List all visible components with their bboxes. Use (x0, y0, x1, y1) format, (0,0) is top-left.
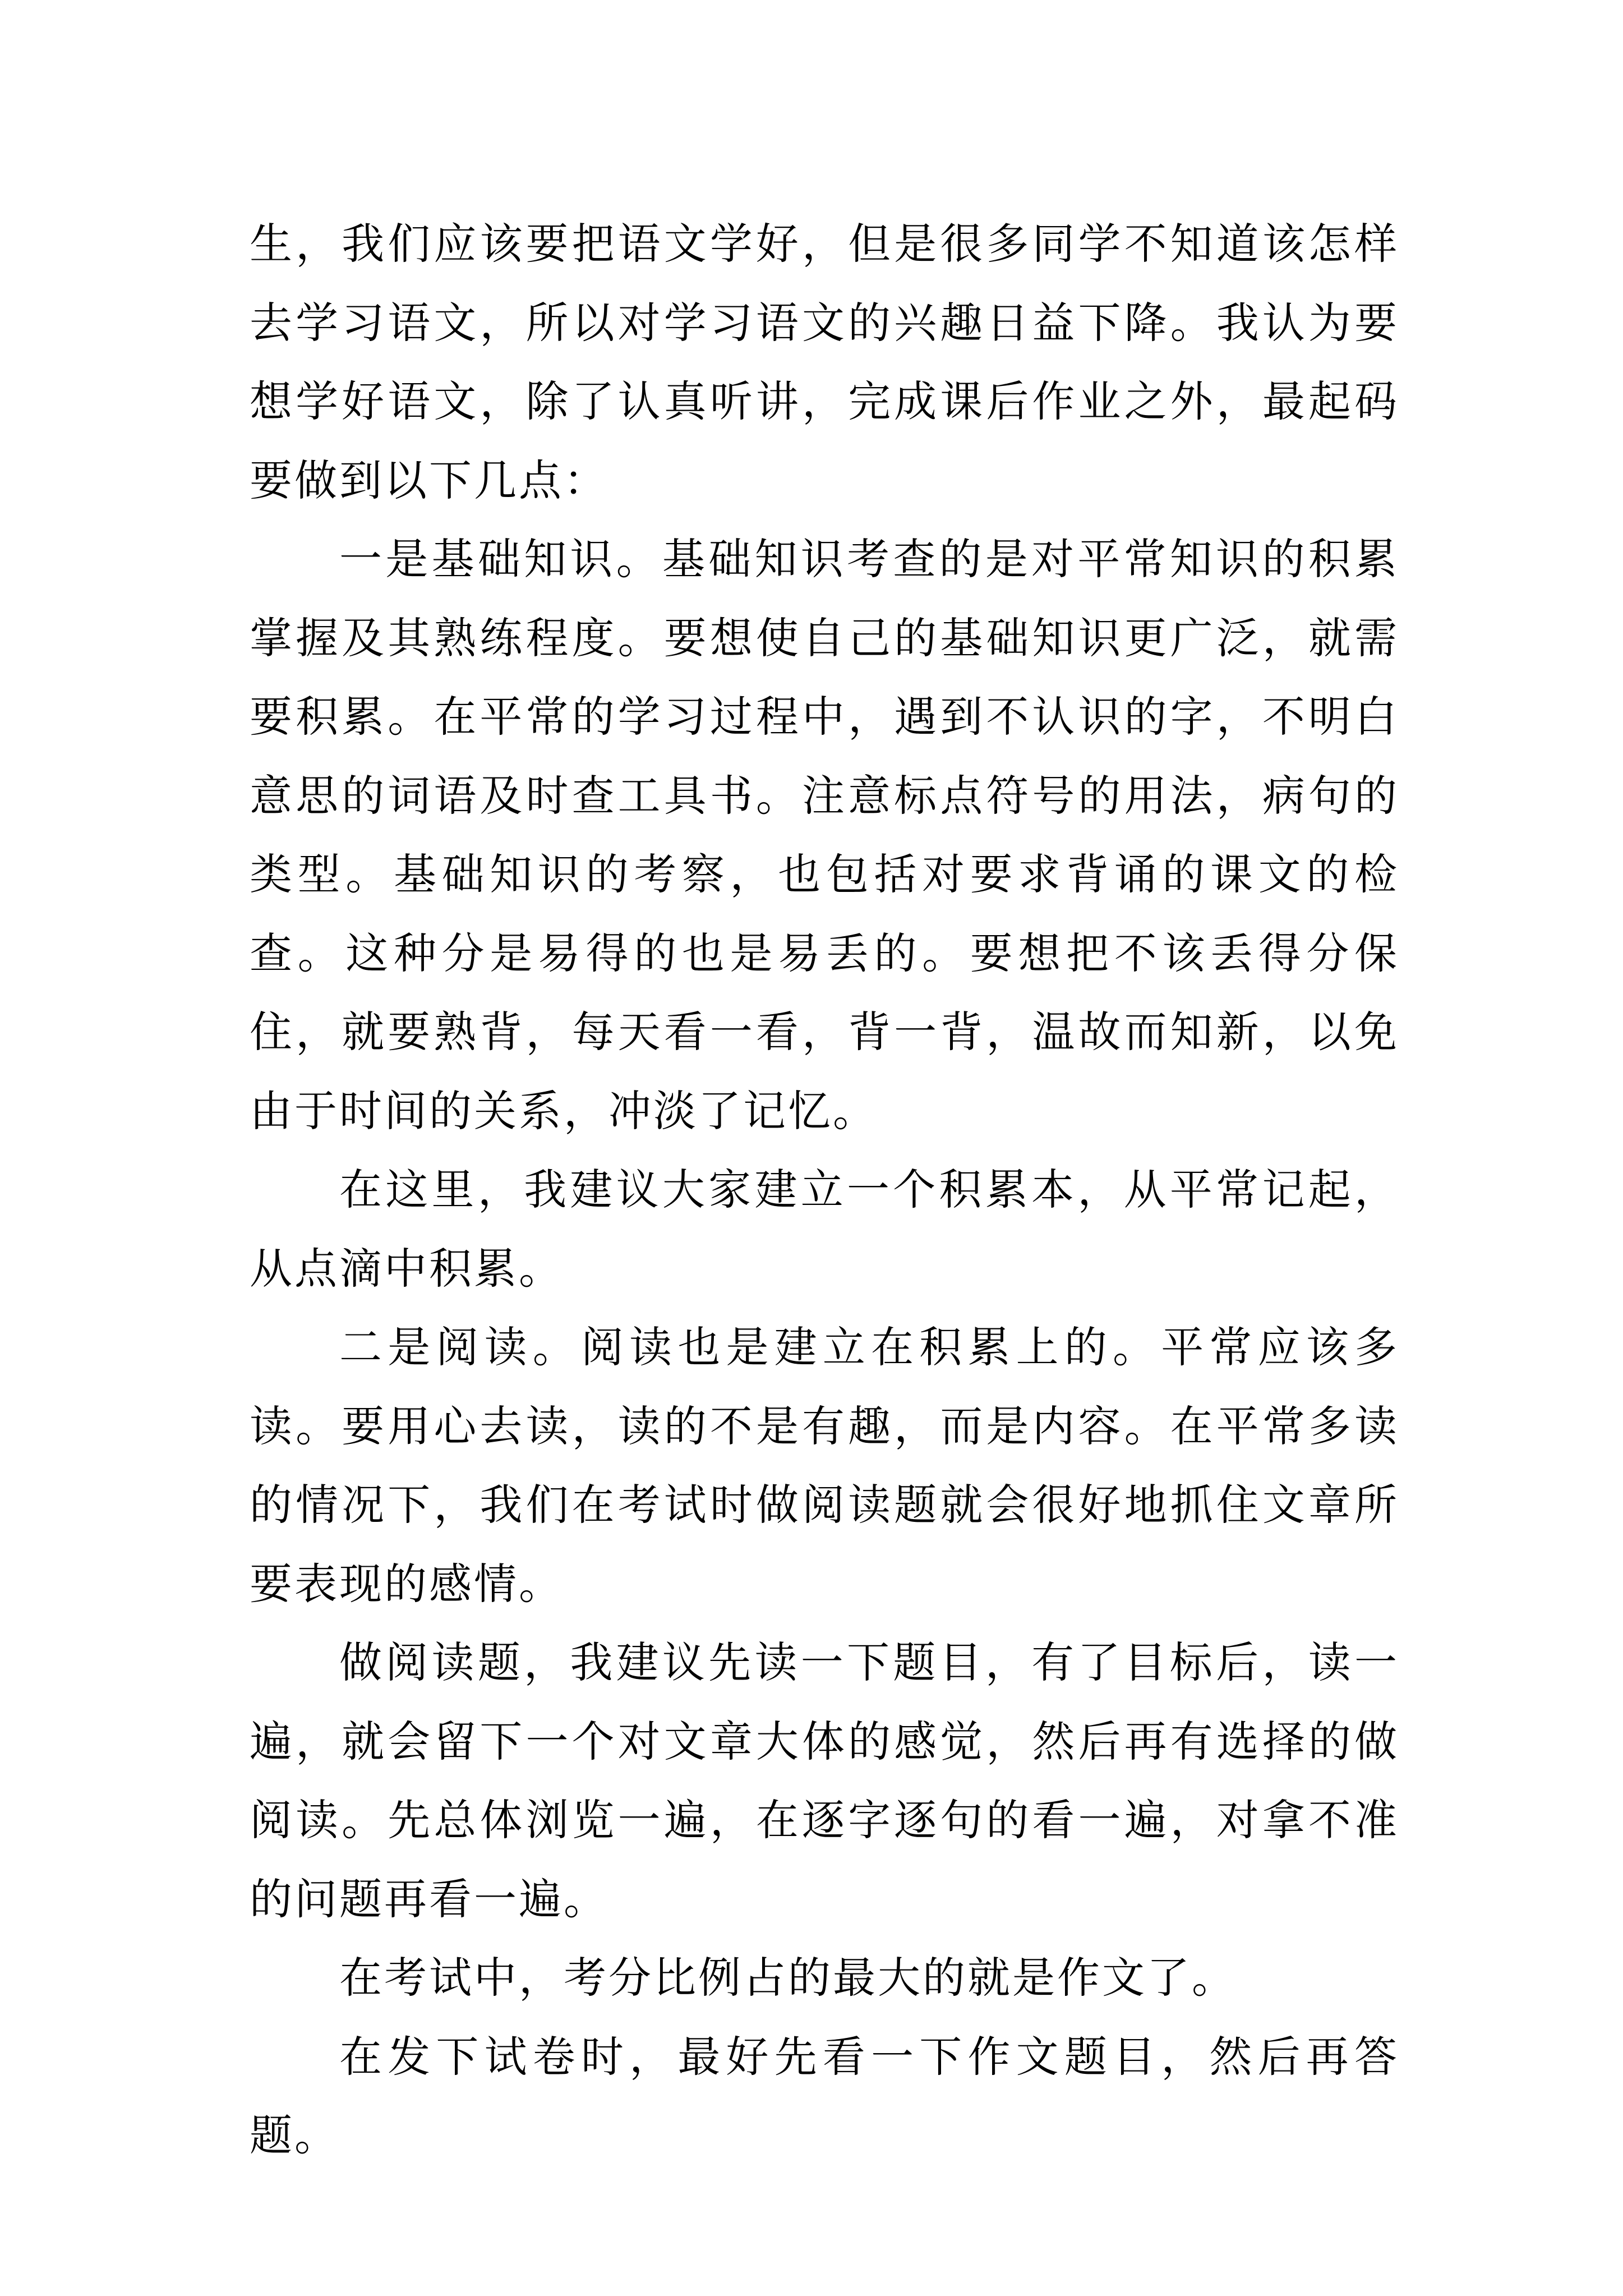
paragraph-composition-tip: 在发下试卷时，最好先看一下作文题目，然后再答题。 (250, 2031, 1399, 2160)
document-body (250, 205, 1399, 2175)
paragraph-composition-weight: 在考试中，考分比例占的最大的就是作文了。 (339, 1953, 1237, 2003)
paragraph-reading: 二是阅读。阅读也是建立在积累上的。平常应该多读。要用心去读，读的不是有趣，而是内容。在平常多读的情况下，我们在考试时做阅读题就会很好地抓住文章所要表现的感情。 (250, 1322, 1399, 1609)
paragraph-reading-questions: 做阅读题，我建议先读一下题目，有了目标后，读一遍，就会留下一个对文章大体的感觉，然后再有选择的做阅读。先总体浏览一遍，在逐字逐句的看一遍，对拿不准的问题再看一遍。 (250, 1637, 1399, 1924)
paragraph-basic-knowledge: 一是基础知识。基础知识考查的是对平常知识的积累掌握及其熟练程度。要想使自己的基础知识更广泛，就需要积累。在平常的学习过程中，遇到不认识的字，不明白意思的词语及时查工具书。注意标点符号的用法，病句的类型。基础知识的考察，也包括对要求背诵的课文的检查。这种分是易得的也是易丢的。要想把不该丢得分保住，就要熟背，每天看一看，背一背，温故而知新，以免由于时间的关系，冲淡了记忆。 (250, 534, 1399, 1136)
paragraph-continuation: 生，我们应该要把语文学好，但是很多同学不知道该怎样去学习语文，所以对学习语文的兴趣日益下降。我认为要想学好语文，除了认真听讲，完成课后作业之外，最起码要做到以下几点： (250, 219, 1399, 505)
paragraph-accumulation-notebook: 在这里，我建议大家建立一个积累本，从平常记起，从点滴中积累。 (250, 1165, 1399, 1294)
